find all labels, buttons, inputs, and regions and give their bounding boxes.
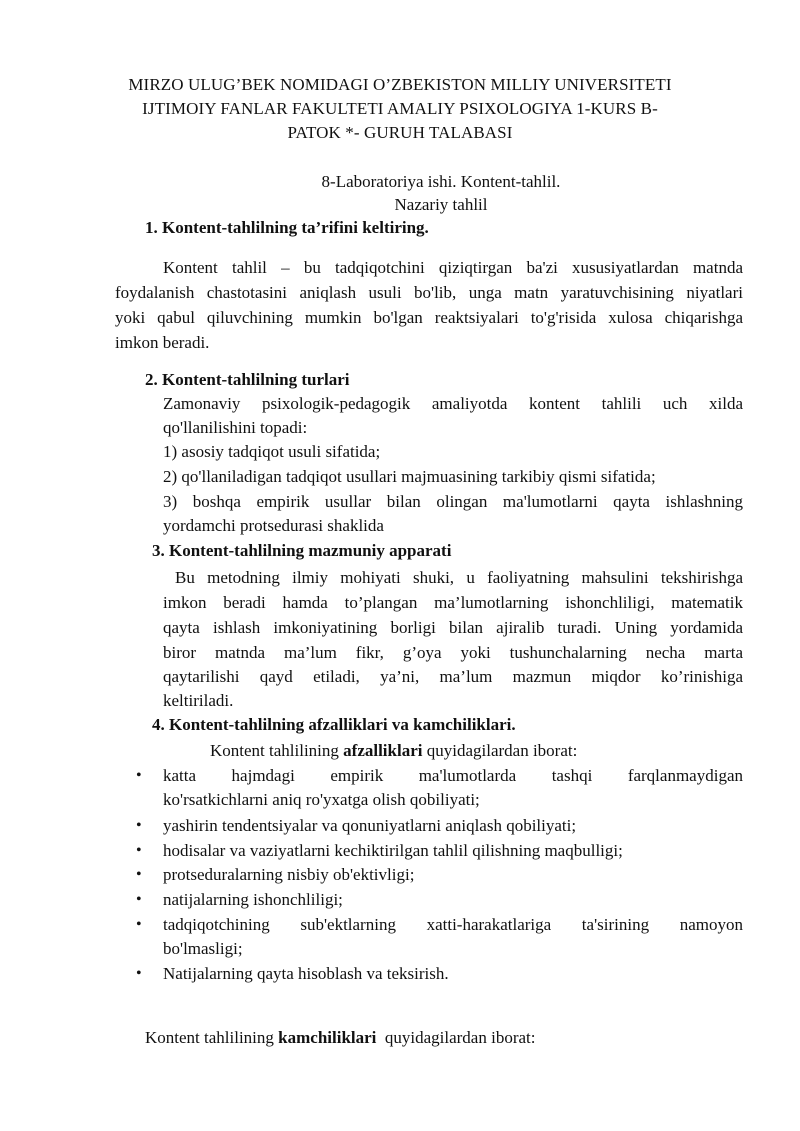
section-3-line-3: qayta ishlash imkoniyatining borligi bilan ajiralib turadi. Uning yordamida (163, 618, 743, 637)
advantage-item-2 (136, 814, 577, 838)
disadvantages-intro-post: quyidagilardan iborat: (376, 1028, 536, 1047)
header-line-2: IJTIMOIY FANLAR FAKULTETI AMALIY PSIXOLOGIYA 1-KURS B- (142, 99, 658, 118)
advantage-item-2-text: yashirin tendentsiyalar va qonuniyatlarni aniqlash qobiliyati; (163, 816, 577, 835)
advantage-item-6 (136, 913, 743, 937)
advantages-intro-post: quyidagilardan iborat: (422, 741, 578, 760)
section-3-line-5: qaytarilishi qayd etiladi, ya’ni, ma’lum mazmun miqdor ko’rinishiga (163, 667, 743, 686)
bullet-icon: • (136, 842, 142, 859)
sub-title: Nazariy tahlil (394, 195, 488, 214)
advantage-item-6-line-a: tadqiqotchining sub'ektlarning xatti-harakatlariga ta'sirining namoyon (163, 915, 743, 934)
disadvantages-intro-pre: Kontent tahlilining (145, 1028, 279, 1047)
bullet-icon: • (136, 817, 142, 834)
advantage-item-7 (136, 962, 449, 986)
advantage-item-5-text: natijalarning ishonchliligi; (163, 890, 343, 909)
section-1-line-4: imkon beradi. (115, 333, 210, 352)
advantage-item-4-text: protseduralarning nisbiy ob'ektivligi; (163, 865, 415, 884)
university-header (100, 73, 700, 145)
advantages-intro-pre: Kontent tahlilining (210, 741, 344, 760)
bullet-icon: • (136, 767, 142, 784)
section-3-line-4: biror matnda ma’lum fikr, g’oya yoki tushunchalarning necha marta (163, 643, 743, 662)
advantage-item-3 (136, 839, 623, 863)
advantage-item-4 (136, 863, 415, 887)
advantages-intro (210, 739, 577, 763)
section-2-line-2: qo'llanilishini topadi: (163, 418, 308, 437)
bullet-icon: • (136, 866, 142, 883)
section-2-item-3b: yordamchi protsedurasi shaklida (163, 516, 384, 535)
bullet-icon: • (136, 891, 142, 908)
section-1-line-2: foydalanish chastotasini aniqlash usuli bo'lib, unga matn yaratuvchisining niyatlari (115, 283, 743, 302)
advantages-intro-bold: afzalliklari (343, 741, 423, 760)
advantage-item-1 (136, 764, 743, 788)
advantage-item-7-text: Natijalarning qayta hisoblash va teksirish. (163, 964, 449, 983)
section-2-heading: 2. Kontent-tahlilning turlari (145, 370, 350, 389)
header-line-3: PATOK *- GURUH TALABASI (287, 123, 513, 142)
section-1-line-1: Kontent tahlil – bu tadqiqotchini qiziqtirgan ba'zi xususiyatlardan matnda (163, 258, 743, 277)
section-3-heading: 3. Kontent-tahlilning mazmuniy apparati (152, 541, 452, 560)
section-3-line-2: imkon beradi hamda to’plangan ma’lumotlarning ishonchliligi, matematik (163, 593, 743, 612)
section-2-item-3a: 3) boshqa empirik usullar bilan olingan ma'lumotlarni qayta ishlashning (163, 492, 743, 511)
section-2-line-1: Zamonaviy psixologik-pedagogik amaliyotda kontent tahlili uch xilda (163, 394, 743, 413)
advantage-item-1-line-b: ko'rsatkichlarni aniq ro'yxatga olish qobiliyati; (163, 790, 480, 809)
advantage-item-3-text: hodisalar va vaziyatlarni kechiktirilgan tahlil qilishning maqbulligi; (163, 841, 623, 860)
section-4-heading: 4. Kontent-tahlilning afzalliklari va kamchiliklari. (152, 715, 516, 734)
disadvantages-intro (145, 1026, 535, 1050)
lab-title: 8-Laboratoriya ishi. Kontent-tahlil. (321, 172, 561, 191)
section-2-item-2: 2) qo'llaniladigan tadqiqot usullari majmuasining tarkibiy qismi sifatida; (163, 467, 656, 486)
section-1-heading: 1. Kontent-tahlilning ta’rifini keltiring. (145, 218, 429, 237)
section-3-line-6: keltiriladi. (163, 691, 234, 710)
advantage-item-6-line-b: bo'lmasligi; (163, 939, 243, 958)
section-3-line-1: Bu metodning ilmiy mohiyati shuki, u faoliyatning mahsulini tekshirishga (175, 568, 743, 587)
bullet-icon: • (136, 916, 142, 933)
bullet-icon: • (136, 965, 142, 982)
header-line-1: MIRZO ULUG’BEK NOMIDAGI O’ZBEKISTON MILLIY UNIVERSITETI (128, 75, 672, 94)
advantage-item-5 (136, 888, 343, 912)
section-1-line-3: yoki qabul qiluvchining mumkin bo'lgan reaktsiyalari to'g'risida xulosa chiqarishga (115, 308, 743, 327)
section-2-item-1: 1) asosiy tadqiqot usuli sifatida; (163, 442, 381, 461)
advantage-item-1-line-a: katta hajmdagi empirik ma'lumotlarda tashqi farqlanmaydigan (163, 766, 743, 785)
disadvantages-intro-bold: kamchiliklari (278, 1028, 377, 1047)
